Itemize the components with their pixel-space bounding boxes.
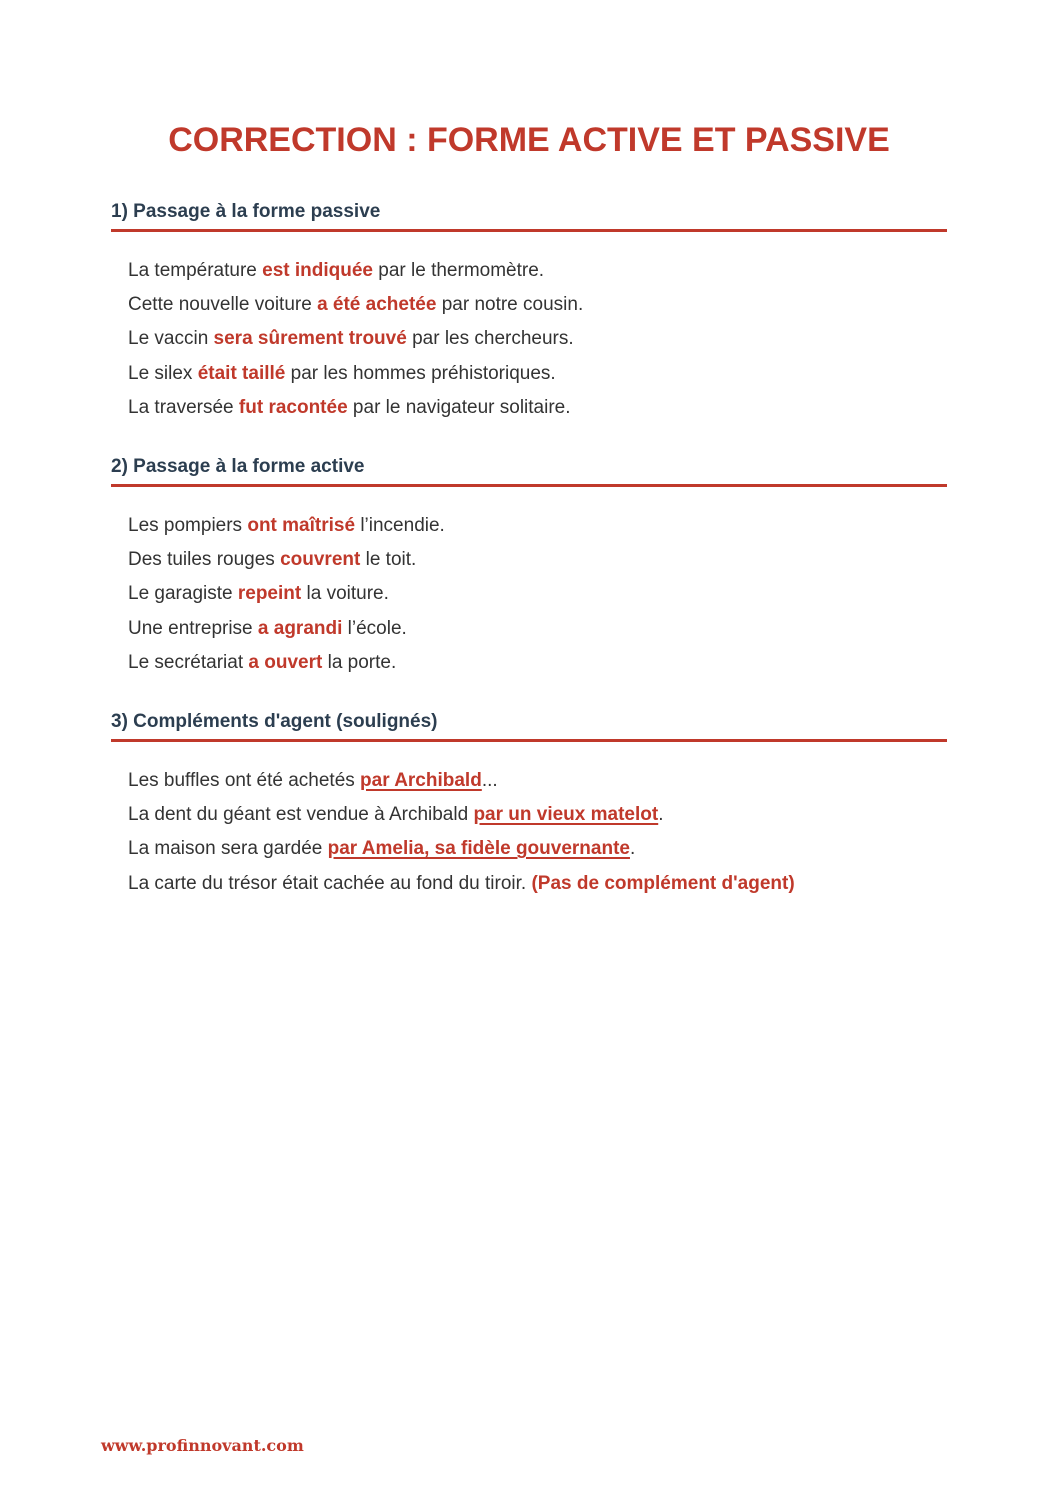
sentence-text: par les hommes préhistoriques. [285,362,556,384]
section-heading: 2) Passage à la forme active [111,454,947,487]
sentence-text: Une entreprise [128,617,258,639]
agent-complement: par Amelia, sa fidèle gouvernante [327,838,630,860]
sentence-text: par le navigateur solitaire. [347,396,571,418]
sentence [128,577,947,611]
sentence [128,867,947,901]
sentence [128,322,947,356]
sentence-text: Le vaccin [128,328,214,350]
sentence-text: le toit. [360,549,417,571]
section-heading: 3) Compléments d'agent (soulignés) [111,709,947,742]
sentence-text: par notre cousin. [436,294,584,316]
verb-answer: repeint [237,583,302,605]
verb-answer: ont maîtrisé [247,515,356,536]
sentence [128,764,947,798]
sentence-list [111,254,947,425]
footer-website-link[interactable]: www.profinnovant.com [101,1436,304,1455]
sentence-text: par le thermomètre. [373,260,545,281]
sentence [128,288,947,322]
sentence-text: Les buffles ont été achetés [128,770,361,791]
sentence-list [111,509,947,680]
sentence-text: Le secrétariat [128,651,249,673]
agent-complement: par un vieux matelot [473,804,659,826]
section-heading: 1) Passage à la forme passive [111,199,947,232]
sentence-text: Cette nouvelle voiture [128,294,318,316]
sentence-text: ... [481,770,498,791]
sentence-text: la porte. [322,651,397,673]
sentence-text: l’école. [342,617,407,639]
sentence-text: La dent du géant est vendue à Archibald [128,804,474,826]
sentence-text: La traversée [128,396,239,418]
sentence-text: . [658,804,664,826]
sentence [128,357,947,391]
sentence [128,391,947,425]
sentence-text: la voiture. [301,583,389,605]
sentence-text: Des tuiles rouges [128,549,281,571]
sentence-text: Le silex [128,362,198,384]
sentence-list [111,764,947,901]
section-passive [111,199,947,425]
sentence-text: Le garagiste [128,583,238,605]
section-active [111,454,947,680]
verb-answer: sera sûrement trouvé [213,328,407,350]
sentence [128,612,947,646]
sentence [128,832,947,866]
sentence [128,798,947,832]
sentence-text: Les pompiers [128,515,248,536]
sentence [128,509,947,543]
sentence [128,543,947,577]
sentence-text: l’incendie. [355,515,445,536]
verb-answer: a été achetée [317,294,437,316]
section-agent-complements [111,709,947,901]
verb-answer: fut racontée [238,396,348,418]
verb-answer: est indiquée [262,260,373,281]
sentence-text: . [629,838,636,860]
sentence [128,254,947,288]
agent-complement: par Archibald [360,770,482,791]
sentence-text: La maison sera gardée [128,838,328,860]
verb-answer: était taillé [197,362,286,384]
verb-answer: a agrandi [257,617,343,639]
sentence-text: La température [128,260,263,281]
verb-answer: a ouvert [248,651,323,673]
sentence-text: par les chercheurs. [406,328,574,350]
verb-answer: couvrent [280,549,361,571]
no-agent-note: (Pas de complément d'agent) [531,872,795,894]
page-title: CORRECTION : FORME ACTIVE ET PASSIVE [168,121,890,159]
sentence [128,646,947,680]
sentence-text: La carte du trésor était cachée au fond du tiroir. [128,872,532,894]
